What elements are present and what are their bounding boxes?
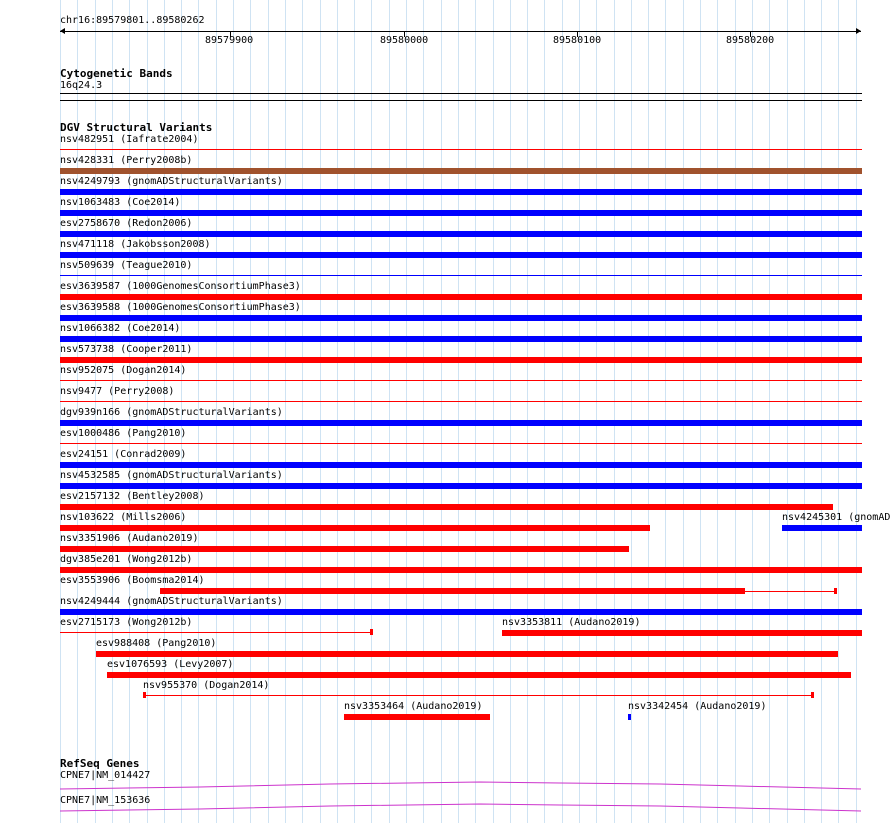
- variant-label: nsv509639 (Teague2010): [60, 260, 193, 271]
- variant-label: esv1076593 (Levy2007): [107, 659, 234, 670]
- variant-feature-line[interactable]: [60, 380, 862, 381]
- variant-feature-bar[interactable]: [60, 609, 862, 615]
- variant-label: nsv3342454 (Audano2019): [628, 701, 767, 712]
- variant-feature-bar[interactable]: [60, 567, 862, 573]
- variant-label: nsv1066382 (Coe2014): [60, 323, 181, 334]
- variant-label: esv3553906 (Boomsma2014): [60, 575, 205, 586]
- ruler-tick-label: 89580100: [553, 35, 602, 46]
- variant-label: esv1000486 (Pang2010): [60, 428, 187, 439]
- variant-feature-bar[interactable]: [60, 504, 833, 510]
- variant-label: dgv939n166 (gnomADStructuralVariants): [60, 407, 283, 418]
- variant-label: nsv9477 (Perry2008): [60, 386, 175, 397]
- variant-feature-line: [745, 591, 835, 592]
- variant-feature-line[interactable]: [60, 149, 862, 150]
- variant-label: nsv4245301 (gnomAD: [782, 512, 890, 523]
- variant-label: nsv428331 (Perry2008b): [60, 155, 193, 166]
- variant-label: esv3639587 (1000GenomesConsortiumPhase3): [60, 281, 301, 292]
- variant-feature-bar[interactable]: [60, 168, 862, 174]
- variant-label: nsv103622 (Mills2006): [60, 512, 187, 523]
- variant-feature-bar[interactable]: [60, 546, 629, 552]
- variant-label: nsv3351906 (Audano2019): [60, 533, 199, 544]
- variant-feature-line[interactable]: [60, 275, 862, 276]
- variant-label: esv3639588 (1000GenomesConsortiumPhase3): [60, 302, 301, 313]
- variant-feature-bar[interactable]: [60, 252, 862, 258]
- ruler-tick-label: 89579900: [205, 35, 254, 46]
- ruler-tick-label: 89580000: [380, 35, 429, 46]
- ruler-tick-label: 89580200: [726, 35, 775, 46]
- variant-feature-line[interactable]: [143, 695, 813, 696]
- variant-label: esv2157132 (Bentley2008): [60, 491, 205, 502]
- variant-feature-cap: [834, 588, 837, 594]
- cytoband-track-title: Cytogenetic Bands: [60, 67, 173, 80]
- variant-label: nsv955370 (Dogan2014): [143, 680, 270, 691]
- variant-feature-cap: [811, 692, 814, 698]
- variant-label: nsv4249793 (gnomADStructuralVariants): [60, 176, 283, 187]
- ruler-position-label: chr16:89579801..89580262: [60, 15, 205, 26]
- variant-feature-bar[interactable]: [60, 231, 862, 237]
- variant-feature-bar[interactable]: [60, 315, 862, 321]
- variant-feature-bar[interactable]: [502, 630, 862, 636]
- variant-feature-bar[interactable]: [628, 714, 631, 720]
- variant-feature-bar[interactable]: [60, 420, 862, 426]
- ruler-axis-line: [60, 31, 861, 32]
- variant-label: esv2715173 (Wong2012b): [60, 617, 193, 628]
- cytoband-bar[interactable]: [60, 93, 862, 94]
- variant-feature-cap: [370, 629, 373, 635]
- variant-label: nsv471118 (Jakobsson2008): [60, 239, 211, 250]
- gene-label: CPNE7|NM_153636: [60, 795, 151, 806]
- variant-label: nsv4532585 (gnomADStructuralVariants): [60, 470, 283, 481]
- variant-feature-line[interactable]: [60, 401, 862, 402]
- variant-feature-bar[interactable]: [107, 672, 851, 678]
- variant-feature-bar[interactable]: [782, 525, 862, 531]
- ruler-right-arrow-icon: [856, 28, 861, 34]
- variant-feature-bar[interactable]: [60, 462, 862, 468]
- variant-feature-line[interactable]: [60, 443, 862, 444]
- variant-label: nsv3353811 (Audano2019): [502, 617, 641, 628]
- variant-feature-bar[interactable]: [60, 525, 650, 531]
- ruler-left-arrow-icon: [60, 28, 65, 34]
- variant-feature-bar[interactable]: [160, 588, 745, 594]
- variant-feature-bar[interactable]: [344, 714, 490, 720]
- variant-feature-line[interactable]: [60, 632, 372, 633]
- variant-label: nsv952075 (Dogan2014): [60, 365, 187, 376]
- variant-label: nsv4249444 (gnomADStructuralVariants): [60, 596, 283, 607]
- variant-label: dgv385e201 (Wong2012b): [60, 554, 193, 565]
- variant-label: esv988408 (Pang2010): [96, 638, 217, 649]
- gene-label: CPNE7|NM_014427: [60, 770, 151, 781]
- variant-feature-bar[interactable]: [60, 189, 862, 195]
- variant-label: esv2758670 (Redon2006): [60, 218, 193, 229]
- dgv-track-title: DGV Structural Variants: [60, 121, 213, 134]
- refseq-track-title: RefSeq Genes: [60, 757, 140, 770]
- variant-feature-bar[interactable]: [60, 210, 862, 216]
- variant-feature-bar[interactable]: [60, 483, 862, 489]
- variant-feature-bar[interactable]: [96, 651, 838, 657]
- variant-feature-bar[interactable]: [60, 294, 862, 300]
- variant-label: nsv482951 (Iafrate2004): [60, 134, 199, 145]
- variant-label: nsv1063483 (Coe2014): [60, 197, 181, 208]
- variant-label: nsv3353464 (Audano2019): [344, 701, 483, 712]
- variant-feature-bar[interactable]: [60, 336, 862, 342]
- variant-feature-bar[interactable]: [60, 357, 862, 363]
- cytoband-label: 16q24.3: [60, 80, 103, 91]
- track-divider: [60, 100, 862, 101]
- variant-label: nsv573738 (Cooper2011): [60, 344, 193, 355]
- variant-label: esv24151 (Conrad2009): [60, 449, 187, 460]
